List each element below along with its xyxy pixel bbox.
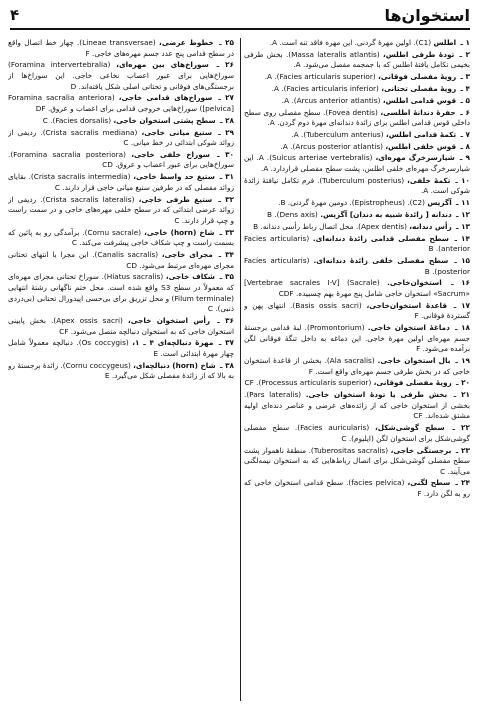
glossary-entry <box>8 172 234 193</box>
entry-number: ۱۷ ـ <box>453 300 470 310</box>
entry-number: ۱۸ ـ <box>455 323 470 333</box>
entry-term: حفرهٔ دندانهٔ اطلسی، <box>380 107 456 117</box>
entry-term: ستیغ طرفی خاجی، <box>138 194 213 204</box>
glossary-entry <box>244 234 470 255</box>
right-column <box>244 38 470 715</box>
entry-term: دماغهٔ استخوان خاجی. <box>367 323 450 333</box>
glossary-entry <box>8 128 234 149</box>
entry-term: بال استخوان خاجی. <box>377 356 451 365</box>
entry-term: تکمهٔ خلفی، <box>407 175 451 185</box>
glossary-entry <box>8 150 234 171</box>
entry-term: شاخ (horn) خاجی، <box>144 227 215 237</box>
entry-number: ۲۹ ـ <box>218 127 234 137</box>
glossary-entry <box>8 250 234 271</box>
glossary-entry <box>8 93 234 114</box>
entry-term: رویهٔ مفصلی فوقانی، <box>373 378 452 388</box>
glossary-entry <box>244 153 470 174</box>
entry-description: (Arcus posterior atlantis). A. <box>280 141 383 151</box>
entry-term: آگزیس <box>427 198 452 208</box>
entry-description: (Apex ossis sacri). بخش پایینی استخوان خاجی که به استخوان دنبالچه متصل می‌شود. CF <box>8 315 234 336</box>
entry-description: (Tuberculum posterius). فرم تکامل نیافتهٔ زائدهٔ شوکی است. A. <box>244 175 470 196</box>
entry-number: ۱۹ ـ <box>455 356 470 365</box>
page-number: ۴ <box>10 6 20 24</box>
glossary-entry <box>8 60 234 92</box>
entry-term: سوراخ‌های قدامی خاجی، <box>118 93 213 103</box>
entry-description: (Facies articularis posterior). B <box>244 255 470 276</box>
entry-term: شاخ (horn) دنبالچه‌ای، <box>133 360 216 370</box>
entry-term: دندانه [ زائدهٔ شبیه به دندان] آگزیس. <box>320 209 452 219</box>
entry-number: ۲۱ ـ <box>453 390 470 400</box>
glossary-entry <box>244 176 470 197</box>
entry-number: ۳۲ ـ <box>218 194 234 204</box>
entry-term: سطح گوشی‌شکل، <box>375 423 445 433</box>
entry-description: (Foramina sacralia anteriora [pelvica]) سوراخ‌هایی خروجی قدامی برای اعصاب و عروق. DF <box>8 93 234 113</box>
glossary-entry <box>244 198 470 209</box>
entry-description: (Ala sacralis). بخشی از قاعدهٔ استخوان خاجی که در بخش طرفی جسم مهره‌ای واقع است. F <box>244 356 470 376</box>
entry-description: (Facies articularis anterior). B <box>244 233 470 254</box>
entry-number: ۳۷ ـ <box>218 338 234 348</box>
entry-description: (Cornu sacrale). برآمدگی رو به پائین که بسمت راست و چپ شکاف خاجی پیشرفت می‌کند. C <box>8 227 234 248</box>
entry-description: (Foramina sacralia posteriora). سوراخ‌هایی برای عبور اعصاب و عروق. CD <box>8 149 234 170</box>
entry-description: (Cornu coccygeus). زائدهٔ برجستهٔ رو به بالا که از زائدهٔ مفصلی شکل می‌گیرد. E <box>8 360 234 381</box>
entry-term: سوراخ خلفی خاجی، <box>131 149 210 159</box>
entry-description: (Facies dorsalis). C <box>42 115 112 125</box>
glossary-entry <box>244 210 470 221</box>
glossary-entry <box>244 256 470 277</box>
glossary-entry <box>8 272 234 314</box>
entry-number: ۲۵ ـ <box>219 38 234 47</box>
entry-number: ۶ ـ <box>460 107 470 117</box>
entry-description: (Tuberositas sacralis). منطقهٔ ناهموار پشت سطح مفصلی گوشی‌شکل برای اتصال رباط‌هایی که به استخوان نیمه‌لگنی می‌آیند. C <box>244 445 470 476</box>
entry-description: (Crista sacralis lateralis). ردیفی از زوائد عرضی ابتدائی که در سطح خلفی مهره‌های خاجی و در سمت راست و چپ قرار دارند. C <box>8 194 234 225</box>
glossary-entry <box>8 361 234 382</box>
entry-number: ۲۴ ـ <box>455 478 470 488</box>
entry-term: استخوان‌خاجی. <box>387 278 442 288</box>
entry-term: قوس قدامی اطلس، <box>382 95 457 105</box>
glossary-entry <box>244 478 470 499</box>
entry-number: ۲۰ ـ <box>456 378 470 388</box>
entry-number: ۳۳ ـ <box>219 227 234 237</box>
entry-term: سوراخ‌های بین مهره‌ای، <box>116 60 209 70</box>
glossary-entry <box>244 390 470 422</box>
entry-term: برجستگی خاجی، <box>390 445 452 455</box>
glossary-entry <box>244 446 470 478</box>
entry-description: (Os coccygis). دنبالچه معمولاً شامل چهار مهرهٔ ابتدائی است. E <box>8 338 234 358</box>
entry-term: اطلس <box>433 38 457 47</box>
column-divider <box>240 38 241 701</box>
entry-number: ۲۷ ـ <box>218 93 234 103</box>
glossary-entry <box>244 38 470 49</box>
entry-description: (Foramina intervertebralia) سوراخ‌هایی برای عبور اعصاب نخاعی خاجی. این سوراخ‌ها از برجستگی‌های فوقانی و تحتانی اصلی شکل یافته‌اند. D <box>8 60 234 91</box>
entry-number: ۳۵ ـ <box>219 272 234 282</box>
entry-term: رأس دندانه، <box>409 221 452 231</box>
entry-number: ۱۵ ـ <box>454 255 470 265</box>
glossary-entry <box>244 301 470 322</box>
entry-term: قاعدهٔ استخوان‌خاجی، <box>366 300 447 310</box>
glossary-entry <box>244 84 470 95</box>
glossary-entry <box>244 356 470 377</box>
entry-number: ۷ ـ <box>460 129 470 139</box>
glossary-entry <box>244 96 470 107</box>
entry-description: (Crista sacralis mediana). ردیفی از زوائد شوکی ابتدائی در خط میانی. C <box>8 127 234 148</box>
entry-number: ۹ ـ <box>459 153 470 163</box>
entry-term: قوس خلفی اطلس، <box>385 141 457 151</box>
entry-description: (Dens axis). B <box>267 209 318 219</box>
entry-term: رویهٔ مفصلی فوقانی، <box>378 72 457 82</box>
chapter-title: استخوان‌ها <box>384 5 470 25</box>
entry-term: شیارسرخرگ مهره‌ای، <box>375 153 455 163</box>
entry-description: (Massa lateralis atlantis). بخش طرفی بخیمی تکامل یافتهٔ اطلس که با جمجمه مفصل می‌شود. A. <box>244 49 470 70</box>
entry-term: شکاف خاجی، <box>165 272 215 282</box>
entry-number: ۵ ـ <box>460 95 470 105</box>
entry-number: ۲۲ ـ <box>452 423 470 433</box>
entry-description: (Lineae transversae). چهار خط اتصال واقع در سطح قدامی پنج عدد جسم مهره‌های خاجی. F <box>8 38 234 58</box>
entry-description: (Processus articularis superior). CF <box>244 378 372 388</box>
glossary-entry <box>8 116 234 127</box>
entry-term: خطوط عرضی، <box>159 38 214 47</box>
entry-description: (Facies articularis superior). A. <box>264 72 376 82</box>
entry-number: ۲ ـ <box>459 49 470 59</box>
entry-description: (C2). (Epistropheus). دومین مهرهٔ گردنی. B. <box>278 198 426 208</box>
glossary-entry <box>244 72 470 83</box>
entry-term: رأس استخوان خاجی، <box>128 315 211 325</box>
entry-number: ۳۸ ـ <box>220 360 234 370</box>
entry-term: مجرای خاجی، <box>161 249 213 259</box>
entry-term: سطح لگنی، <box>407 478 451 488</box>
entry-description: (Apex dentis). محل اتصال رباط رأسی دندانه. B <box>253 221 407 231</box>
entry-description: (Hiatus sacralis). سوراخ تحتانی مجرای مهره‌ای که معمولاً در سطح S3 واقع شده است. محل ختم ناگهانی رشتهٔ انتهایی (Filum terminale) و محل تزریق برای بی‌حسی اپیدورال تحتانی (بی‌دردی ذنبی). C <box>8 272 234 314</box>
entry-description: (Pars lateralis). بخشی از استخوان خاجی که از زائده‌های عرضی و عناصر دنده‌ای اولیه مشتق شده‌اند. CF <box>244 390 470 421</box>
entry-number: ۱ ـ <box>460 38 470 47</box>
entry-term: ستیغ حد واسط خاجی، <box>133 172 215 182</box>
entry-number: ۳۴ ـ <box>218 249 234 259</box>
entry-number: ۱۲ ـ <box>456 209 470 219</box>
glossary-entry <box>244 323 470 355</box>
entry-description: (facies pelvica). سطح قدامی استخوان خاجی که رو به لگن دارد. F <box>244 478 470 499</box>
page-header <box>10 2 470 30</box>
entry-description: (Basis ossis sacri). انتهای پهن و گستردهٔ فوقانی. F <box>244 300 470 321</box>
glossary-entry <box>244 222 470 233</box>
glossary-entry <box>244 50 470 71</box>
entry-number: ۳۱ ـ <box>219 172 234 182</box>
entry-number: ۲۸ ـ <box>220 115 234 125</box>
entry-number: ۱۰ ـ <box>455 175 470 185</box>
entry-number: ۱۴ ـ <box>454 233 470 243</box>
entry-term: بخش طرفی یا تودهٔ استخوان خاجی. <box>305 390 448 400</box>
entry-number: ۳۶ ـ <box>217 315 234 325</box>
entry-number: ۲۶ ـ <box>216 60 234 70</box>
entry-description: (Arcus anterior atlantis). A. <box>281 95 381 105</box>
entry-number: ۱۳ ـ <box>456 221 470 231</box>
entry-term: سطح مفصلی خلفی زائدهٔ دندانه‌ای. <box>313 255 449 265</box>
entry-description: (Fovea dentis). سطح مفصلی روی سطح داخلی قوس قدامی اطلس برای زائدهٔ دندانه‌ای مهرهٔ دوم گردن. A. <box>244 107 470 128</box>
entry-term: سطح مفصلی قدامی زائدهٔ دندانه‌ای. <box>312 233 449 243</box>
glossary-entry <box>244 278 470 299</box>
entry-term: رویهٔ مفصلی تحتانی، <box>381 83 457 93</box>
entry-number: ۱۱ ـ <box>456 198 470 208</box>
entry-term: تودهٔ طرفی اطلس، <box>382 49 455 59</box>
glossary-entry <box>8 195 234 227</box>
entry-term: ستیغ میانی خاجی، <box>141 127 213 137</box>
entry-description: (Canalis sacralis). این مجرا با انتهای تحتانی مجرای مهره‌ای مرتبط می‌شود. CD <box>8 249 234 270</box>
entry-number: ۸ ـ <box>460 141 470 151</box>
glossary-entry <box>8 338 234 359</box>
entry-description: (Promontorium). لبهٔ قدامی برجستهٔ جسم مهره‌ای اولین مهرهٔ خاجی. این دماغه به داخل تنگهٔ فوقانی لگن برآمده می‌شود. F <box>244 323 470 354</box>
glossary-entry <box>244 142 470 153</box>
entry-description: (Facies auricularis). سطح مفصلی گوشی‌شکل برای استخوان لگن (ایلیوم). C <box>244 423 470 443</box>
glossary-entry <box>8 316 234 337</box>
entry-term: تکمهٔ قدامی اطلس، <box>385 129 457 139</box>
entry-number: ۳۰ ـ <box>217 149 234 159</box>
entry-term: سطح پشتی استخوان خاجی، <box>113 115 216 125</box>
entry-description: (Sulcus arteriae vertebralis). A. این شیارسرخرگ مهره‌ای خلفی اطلس، پشت سطح مفصلی قراردارد. A. <box>244 153 470 174</box>
glossary-entry <box>244 108 470 129</box>
entry-description: (C1). اولین مهرهٔ گردنی. این مهره فاقد تنه است. A. <box>269 38 432 47</box>
glossary-entry <box>244 130 470 141</box>
glossary-entry <box>8 38 234 59</box>
entry-number: ۴ ـ <box>460 83 470 93</box>
entry-description: (Sacrale) [Vertebrae sacrales I-V] «Sacrum» استخوان خاجی شامل پنج مهرهٔ بهم چسبیده. CDF <box>244 278 470 298</box>
entry-term: مهرهٔ دنبالچه‌ای ۴ ـ ۱، <box>132 338 214 348</box>
glossary-entry <box>244 378 470 389</box>
entry-number: ۱۶ ـ <box>451 278 470 288</box>
entry-number: ۳ ـ <box>460 72 470 82</box>
entry-description: (Crista sacralis intermedia). بقایای زوائد مفصلی که در طرفین ستیغ میانی خاجی قرار دارند. C <box>8 172 234 192</box>
entry-description: (Tuberculum anterius). A. <box>291 129 384 139</box>
left-column <box>8 38 234 715</box>
entry-description: (Facies articularis inferior). A. <box>271 83 379 93</box>
entry-number: ۲۳ ـ <box>455 445 470 455</box>
glossary-entry <box>244 423 470 444</box>
glossary-entry <box>8 228 234 249</box>
